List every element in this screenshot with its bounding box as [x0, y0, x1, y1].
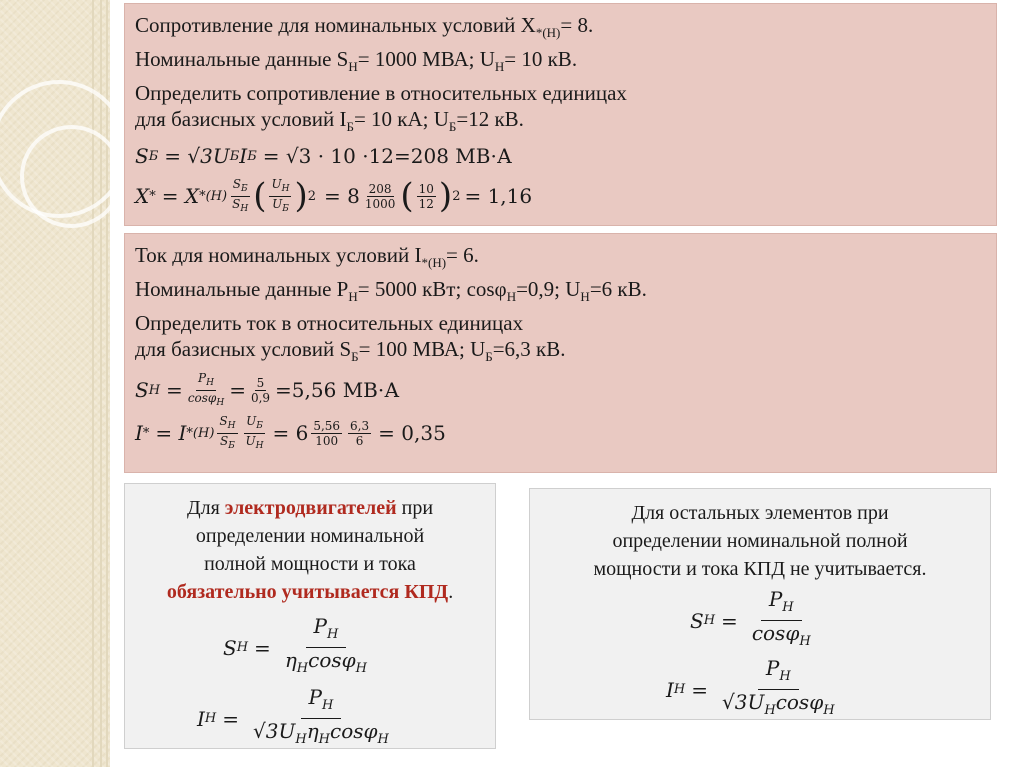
symbol: = √3U [164, 144, 230, 168]
text: = 1000 МВА; U [357, 47, 495, 71]
text: =6,3 кВ. [492, 337, 566, 361]
denominator: cosφ [187, 390, 217, 405]
fraction [245, 685, 397, 752]
motor-power-formula: S H = $\frac{P_H}{\eta_H\cos\varphi_H}$ [125, 614, 495, 681]
formula-result: = 1,16 [464, 184, 533, 208]
subscript: *(H) [199, 188, 228, 204]
motors-note-line1 [125, 494, 495, 522]
denominator: η [306, 719, 319, 743]
subscript: H [782, 600, 794, 615]
fraction [186, 371, 226, 410]
subscript: H [227, 420, 236, 431]
denominator: cosφ [775, 690, 824, 714]
decorative-sidebar [0, 0, 110, 767]
text: = 100 МВА; U [358, 337, 486, 361]
subscript: H [823, 703, 835, 718]
subscript: Н [348, 59, 358, 74]
numerator: S [219, 413, 228, 428]
text: Номинальные данные S [135, 47, 349, 71]
subscript: Б [247, 148, 257, 164]
motors-note-line3: полной мощности и тока [204, 553, 416, 575]
denominator: S [232, 196, 241, 211]
task1-line4 [135, 106, 996, 140]
numerator: P [198, 370, 207, 385]
text: Номинальные данные P [135, 277, 349, 301]
fraction [417, 182, 436, 211]
symbol: S [223, 635, 237, 660]
subscript: Н [580, 289, 590, 304]
subscript: H [255, 440, 264, 451]
subscript: H [295, 732, 307, 747]
coefficient: = 6 [272, 421, 309, 445]
subscript: Н [348, 289, 358, 304]
subscript: H [296, 661, 309, 676]
relative-current-formula [135, 410, 996, 456]
numerator: 10 [418, 181, 434, 196]
denominator: √3U [253, 719, 296, 743]
symbol: S [135, 378, 149, 402]
subscript: H [240, 203, 249, 214]
task2-line1 [135, 242, 996, 276]
subscript: Б [148, 148, 159, 164]
text: = 10 кВ. [504, 47, 578, 71]
denominator: cosφ [330, 719, 378, 743]
text: при [396, 497, 434, 519]
subscript: Б [485, 349, 493, 364]
task1-line3: Определить сопротивление в относительных единицах [135, 81, 627, 105]
subscript: Б [282, 203, 289, 214]
text: = 5000 кВт; cosφ [357, 277, 507, 301]
other-note-line2: определении номинальной полной [612, 530, 908, 552]
numerator: U [246, 413, 257, 428]
symbol: I [197, 706, 205, 731]
subscript: H [281, 183, 290, 194]
fraction [269, 177, 291, 216]
numerator: P [765, 656, 780, 680]
symbol: I [239, 144, 248, 168]
text: Сопротивление для номинальных условий X [135, 13, 536, 37]
subscript: *(Н) [535, 25, 561, 40]
subscript: *(Н) [421, 255, 447, 270]
text: = 6. [446, 243, 479, 267]
text: = 10 кА; U [353, 107, 449, 131]
relative-resistance-formula: X * = X *(H) $\frac{S_Б}{S_H}$ ( $\frac{U_H}{U_Б}$ ) 2 = 8 $\frac{208}{1000}$ ( $\frac{10}{12}$ ) 2 = 1,16 [135, 176, 533, 216]
subscript: Н [506, 289, 517, 304]
subscript: H [148, 382, 161, 398]
text: =6 кВ. [589, 277, 647, 301]
numerator: P [768, 587, 783, 611]
fraction [363, 182, 398, 211]
text: Ток для номинальных условий I [135, 243, 422, 267]
denominator: cosφ [751, 621, 800, 645]
subscript: H [318, 732, 331, 747]
resistance-task-panel [124, 3, 997, 226]
exponent: 2 [452, 188, 461, 204]
fraction [714, 656, 843, 723]
subscript: H [799, 634, 811, 649]
text: для базисных условий I [135, 107, 347, 131]
subscript: Б [240, 183, 248, 194]
task1-line2 [135, 46, 996, 80]
fraction [277, 614, 375, 681]
subscript: H [206, 377, 214, 388]
subscript: H [377, 732, 389, 747]
symbol: S [135, 144, 149, 168]
numerator: P [313, 614, 327, 638]
denominator: U [272, 196, 283, 211]
fraction [311, 419, 342, 448]
denominator: S [220, 433, 229, 448]
fraction [348, 419, 371, 448]
subscript: H [355, 661, 367, 676]
base-power-formula [135, 140, 996, 172]
task2-line4 [135, 336, 996, 370]
task2-line3: Определить ток в относительных единицах [135, 311, 524, 335]
subscript: H [779, 669, 791, 684]
subscript: H [673, 682, 686, 697]
current-task-panel [124, 233, 997, 473]
numerator: U [271, 176, 282, 191]
other-current-formula: I H = $\frac{P_H}{√3U_H\cos\varphi_H}$ [530, 656, 990, 723]
highlighted-text: электродвигателей [224, 497, 397, 519]
denominator: 12 [418, 196, 434, 211]
task1-line1 [135, 12, 996, 46]
symbol: I [135, 421, 143, 445]
fraction [230, 177, 250, 216]
subscript: *(H) [186, 425, 215, 441]
formula-result: = 0,35 [378, 421, 446, 445]
motors-note-line4 [125, 578, 495, 606]
symbol: = X [161, 184, 200, 208]
formula-result: = √3 · 10 ·12=208 МВ·А [262, 144, 512, 168]
symbol: I [666, 677, 674, 702]
subscript: Б [228, 440, 235, 451]
subscript: H [216, 397, 225, 408]
text: =12 кВ. [456, 107, 524, 131]
other-note-line1: Для остальных элементов при [631, 502, 889, 524]
subscript: Н [494, 59, 505, 74]
highlighted-text: обязательно учитывается КПД [166, 581, 449, 603]
subscript: Б [448, 119, 457, 134]
subscript: * [142, 425, 150, 441]
motors-note-line2: определении номинальной [195, 525, 425, 547]
subscript: H [326, 627, 339, 642]
subscript: H [764, 703, 776, 718]
formula-result: =5,56 МВ·А [275, 378, 400, 402]
denominator: cosφ [308, 648, 356, 672]
subscript: H [236, 640, 249, 655]
fraction [744, 587, 819, 654]
numerator: 5,56 [313, 418, 341, 433]
nominal-power-formula: S H = $\frac{P_H}{\cos\varphi_H}$ = $\frac{5}{0,9}$ =5,56 МВ·А [135, 370, 400, 408]
numerator: S [232, 176, 241, 191]
text: = 8. [560, 13, 594, 37]
denominator: 1000 [364, 196, 396, 211]
denominator: 6 [355, 433, 364, 448]
coefficient: = 8 [323, 184, 360, 208]
denominator: η [284, 648, 297, 672]
subscript: * [149, 188, 156, 204]
task2-line2 [135, 276, 996, 310]
text: для базисных условий S [135, 337, 352, 361]
text: Для [186, 497, 225, 519]
subscript: H [204, 711, 217, 726]
other-note-line3: мощности и тока КПД не учитывается. [593, 558, 927, 580]
symbol: X [135, 184, 150, 208]
text: . [448, 581, 454, 603]
fraction [217, 414, 237, 453]
denominator: √3U [722, 690, 765, 714]
numerator: 208 [368, 181, 392, 196]
other-power-formula: S H = $\frac{P_H}{\cos\varphi_H}$ [530, 587, 990, 654]
other-elements-note-box [529, 488, 991, 720]
subscript: Б [346, 119, 354, 134]
numerator: 6,3 [350, 418, 370, 433]
numerator: 5 [256, 375, 265, 390]
fraction [244, 414, 266, 453]
subscript: Б [351, 349, 359, 364]
subscript: Б [256, 420, 263, 431]
denominator: 100 [315, 433, 339, 448]
fraction [249, 376, 272, 405]
motor-current-formula: I H = $\frac{P_H}{√3U_H\eta_H\cos\varphi_H}$ [125, 685, 495, 752]
symbol: = I [155, 421, 187, 445]
exponent: 2 [307, 188, 316, 204]
subscript: Б [229, 148, 240, 164]
subscript: H [322, 698, 334, 713]
numerator: P [308, 685, 322, 709]
symbol: S [690, 608, 704, 633]
denominator: 0,9 [250, 390, 271, 405]
motors-note-box [124, 483, 496, 749]
denominator: U [245, 433, 256, 448]
subscript: H [703, 613, 716, 628]
text: =0,9; U [516, 277, 581, 301]
